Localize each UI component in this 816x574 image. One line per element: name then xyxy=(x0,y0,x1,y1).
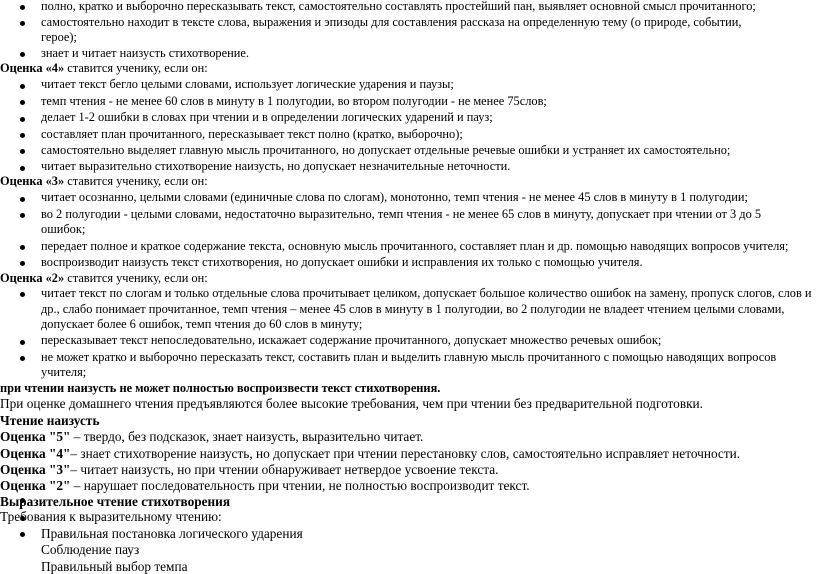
bullet xyxy=(20,133,25,138)
list-item: составляет план прочитанного, пересказывает текст полно (кратко, выборочно); xyxy=(41,126,463,141)
bullet xyxy=(20,84,25,89)
section-heading-expressive: Выразительное чтение стихотворения xyxy=(0,493,231,509)
list-item: во 2 полугодии - целыми словами, недостаточно выразительно, темп чтения - не менее 65 слов в минуту, допускает при чтении от 3 до 5 xyxy=(41,206,762,221)
grade-4-label: Оценка «4» xyxy=(0,61,65,76)
bullet xyxy=(20,5,25,10)
grade-4-text: ставится ученику, если он: xyxy=(64,61,208,76)
bullet xyxy=(20,261,25,266)
grade-4-heading xyxy=(0,61,208,76)
grade-2-text: ставится ученику, если он: xyxy=(64,270,208,285)
grade-3-label: Оценка «3» xyxy=(0,174,65,189)
section-heading-recitation: Чтение наизусть xyxy=(0,412,100,428)
grade-2-label: Оценка «2» xyxy=(0,270,65,285)
list-item: делает 1-2 ошибки в словах при чтении и в определении логических ударений и пауз; xyxy=(41,110,493,125)
list-item: полно, кратко и выборочно пересказывать текст, самостоятельно составлять простейший пан, выявляет основной смысл прочитанного; xyxy=(41,0,756,14)
list-item: Соблюдение пауз xyxy=(41,542,140,558)
grade-2-text: – нарушает последовательность при чтении, не полностью воспроизводит текст. xyxy=(70,478,530,494)
grade-2-heading xyxy=(0,271,208,286)
requirements-intro: Требования к выразительному чтению: xyxy=(0,509,222,525)
recitation-grade-5 xyxy=(0,429,423,444)
list-item: воспроизводит наизусть текст стихотворения, но допускает ошибки и исправления их только с помощью учителя. xyxy=(41,255,643,270)
recitation-grade-2 xyxy=(0,478,530,493)
grade-5-label: Оценка "5" xyxy=(0,429,71,445)
bullet xyxy=(20,532,25,537)
bullet xyxy=(20,21,25,26)
bullet xyxy=(20,100,25,105)
list-item: читает осознанно, целыми словами (единичные слова по слогам), монотонно, темп чтения - не менее 45 слов в минуту в 1 полугодии; xyxy=(41,190,748,205)
list-item-continuation: учителя; xyxy=(41,365,87,380)
list-item: пересказывает текст непоследовательно, искажает содержание прочитанного, допускает множество речевых ошибок; xyxy=(41,333,662,348)
list-item-continuation: герое); xyxy=(41,30,77,45)
list-item: самостоятельно выделяет главную мысль прочитанного, но допускает отдельные речевые ошибки и устраняет их самостоятельно; xyxy=(41,143,731,158)
grade-3-heading xyxy=(0,174,208,189)
list-item: читает выразительно стихотворение наизусть, но допускает незначительные неточности. xyxy=(41,158,511,173)
list-item-continuation: др., слабо понимает прочитанное, темп чтения – менее 45 слов в минуту в 1 полугодии, во 2 полугодии не владеет чтением целыми словами, xyxy=(41,301,785,316)
recitation-grade-4 xyxy=(0,446,740,461)
bullet xyxy=(20,292,25,297)
list-item: темп чтения - не менее 60 слов в минуту в 1 полугодии, во втором полугодии - не менее 75слов; xyxy=(41,93,547,108)
home-reading-note: При оценке домашнего чтения предъявляются более высокие требования, чем при чтении без предварительной подготовки. xyxy=(0,396,704,412)
grade-5-text: – твердо, без подсказок, знает наизусть, выразительно читает. xyxy=(70,429,424,445)
list-item: не может кратко и выборочно пересказать текст, составить план и выделить главную мысль прочитанного с помощью наводящих вопросов xyxy=(41,349,777,364)
bullet xyxy=(20,52,25,57)
list-item: передает полное и краткое содержание текста, основную мысль прочитанного, составляет план и др. помощью наводящих вопросов учителя; xyxy=(41,238,789,253)
list-item: читает текст бегло целыми словами, использует логические ударения и паузы; xyxy=(41,77,454,92)
grade-3-text: ставится ученику, если он: xyxy=(64,174,208,189)
bullet xyxy=(20,149,25,154)
bullet xyxy=(20,340,25,345)
bullet xyxy=(20,213,25,218)
bullet xyxy=(20,245,25,250)
grade-2-label: Оценка "2" xyxy=(0,478,71,494)
bullet xyxy=(20,117,25,122)
recitation-grade-3 xyxy=(0,462,498,477)
grade-3-text: – читает наизусть, но при чтении обнаруживает нетвердое усвоение текста. xyxy=(70,461,499,477)
grade-4-label: Оценка "4" xyxy=(0,445,71,461)
list-item: Правильный выбор темпа xyxy=(41,558,188,574)
list-item: Правильная постановка логического ударения xyxy=(41,525,303,541)
recitation-note: при чтении наизусть не может полностью воспроизвести текст стихотворения. xyxy=(0,380,441,395)
list-item: знает и читает наизусть стихотворение. xyxy=(41,45,249,60)
list-item-continuation: ошибок; xyxy=(41,222,86,237)
bullet xyxy=(20,356,25,361)
bullet xyxy=(20,197,25,202)
list-item-continuation: допускает более 6 ошибок, темп чтения до 60 слов в минуту; xyxy=(41,317,363,332)
list-item: самостоятельно находит в тексте слова, выражения и эпизоды для составления рассказа на определенную тему (о природе, событии, xyxy=(41,14,742,29)
list-item: читает текст по слогам и только отдельные слова прочитывает целиком, допускает большое количество ошибок на замену, пропуск слогов, слов и xyxy=(41,286,812,301)
grade-3-label: Оценка "3" xyxy=(0,461,71,477)
bullet xyxy=(20,166,25,171)
grade-4-text: – знает стихотворение наизусть, но допускает при чтении перестановку слов, самостоятельно исправляет неточности. xyxy=(70,445,741,461)
